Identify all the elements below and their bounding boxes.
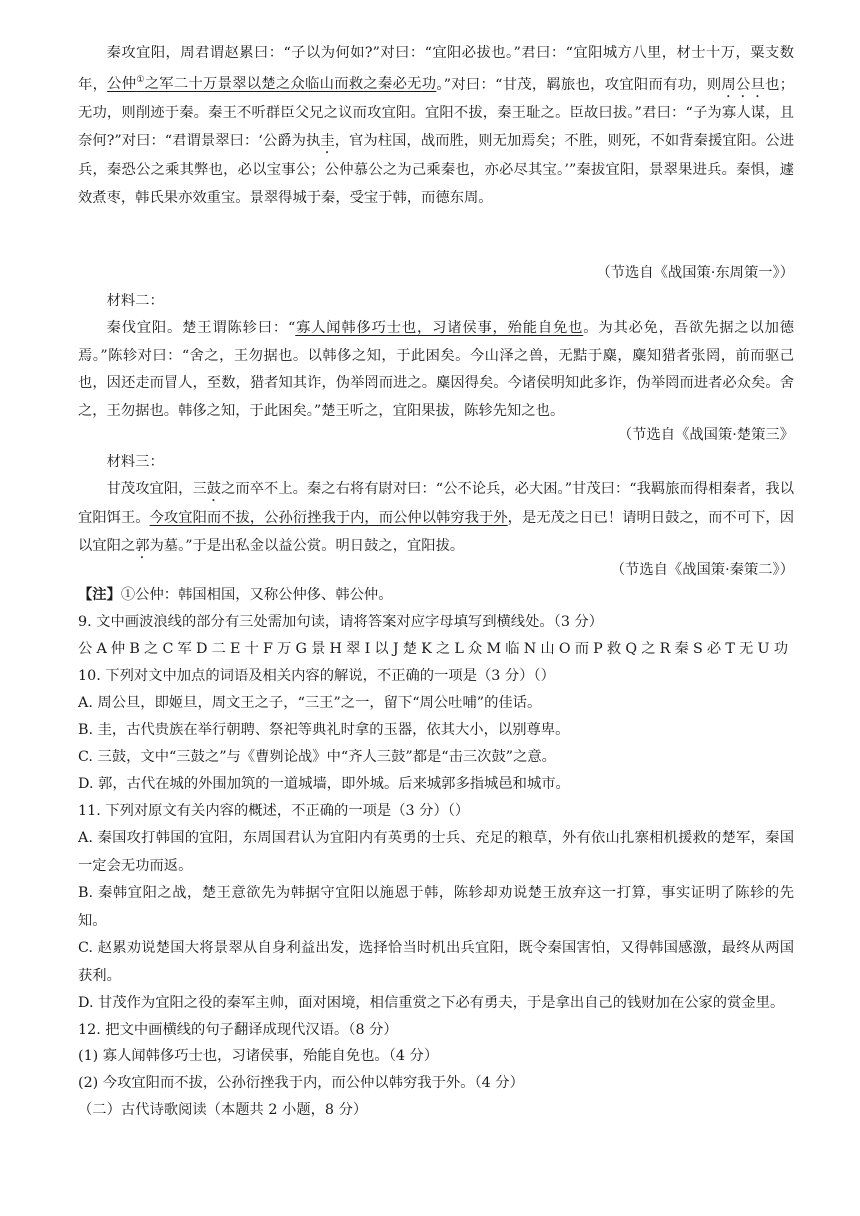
material-1-text: 秦攻宜阳，周君谓赵累曰：“子以为何如?”对曰：“宜阳必拔也。”君曰：“宜阳城方八里，材士十万，粟支数年，公仲①之军二十万景翠以楚之众临山而救之秦必无功。”对曰：“甘茂，羁旅也，攻宜阳而有功，则周公旦也；无功，则削迹于秦。秦王不听群臣父兄之议而攻宜阳。宜阳不拔，秦王耻之。臣故曰拔。”君曰：“子为寡人谋，且奈何?”对曰：“君谓景翠曰：‘公爵为执圭，官为柱国，战而胜，则无加焉矣；不胜，则死，不如背秦援宜阳。公进兵，秦恐公之乘其弊也，必以宝事公；公仲慕公之为己乘秦也，亦必尽其宝。’”秦拔宜阳，景翠果进兵。秦惧，遽效煮枣，韩氏果亦效重宝。景翠得城于秦，受宝于韩，而德东周。: [78, 45, 795, 206]
question-10-option-b: B. 圭，古代贵族在举行朝聘、祭祀等典礼时拿的玉器，依其大小，以别尊卑。: [78, 722, 570, 738]
underlined-sentence-1: 寡人闻韩侈巧士也，习诸侯事，殆能自免也: [295, 320, 584, 336]
dotted-term-guo: 郭: [135, 537, 150, 554]
material-3-text: 甘茂攻宜阳，三鼓之而卒不上。秦之右将有尉对曰：“公不论兵，必大困。”甘茂曰：“我羁旅而得相秦者，我以宜阳饵王。今攻宜阳而不拔，公孙衍挫我于内，而公仲以韩穷我于外，是无茂之日已！请明日鼓之，而不可下，因以宜阳之郭为墓。”于是出私金以益公赏。明日鼓之，宜阳拔。: [78, 481, 795, 554]
source-2: （节选自《战国策·楚策三》: [617, 427, 794, 443]
source-3: （节选自《战国策·秦策二》）: [610, 562, 794, 578]
question-10-stem: 10. 下列对文中加点的词语及相关内容的解说，不正确的一项是（3 分）（）: [78, 668, 555, 684]
question-11-stem: 11. 下列对原文有关内容的概述，不正确的一项是（3 分）（）: [78, 803, 470, 819]
question-10-option-d: D. 郭，古代在城的外围加筑的一道城墙，即外城。后来城郭多指城邑和城市。: [78, 776, 570, 792]
question-12-item-1: (1) 寡人闻韩侈巧士也，习诸侯事，殆能自免也。（4 分）: [78, 1048, 439, 1064]
material-2-text: 秦伐宜阳。楚王谓陈轸曰：“寡人闻韩侈巧士也，习诸侯事，殆能自免也。为其必免，吾欲先据之以加德焉。”陈轸对曰：“舍之，王勿据也。以韩侈之知，于此困矣。今山泽之兽，无黠于麋，麋知猎者张罔，前而驱己也，因还走而冒人，至数，猎者知其诈，伪举罔而进之。麋因得矣。今诸侯明知此多诈，伪举罔而进者必众矣。舍之，王勿据也。韩侈之知，于此困矣。”楚王听之，宜阳果拔，陈轸先知之也。: [78, 320, 795, 419]
question-9-letters: 公 A 仲 B 之 C 军 D 二 E 十 F 万 G 景 H 翠 I 以 J 楚 K 之 L 众 M 临 N 山 O 而 P 救 Q 之 R 秦 S 必 T 无 U 功: [78, 641, 788, 657]
footnote: 【注】①公仲：韩国相国，又称公仲侈、韩公仲。: [78, 587, 393, 603]
footnote-marker: ①: [136, 75, 145, 86]
question-9-stem: 9. 文中画波浪线的部分有三处需加句读，请将答案对应字母填写到横线处。（3 分）: [78, 614, 604, 630]
question-11-option-b: B. 秦韩宜阳之战，楚王意欲先为韩据守宜阳以施恩于韩，陈轸却劝说楚王放弃这一打算，事实证明了陈轸的先知。: [78, 885, 794, 929]
source-1: （节选自《战国策·东周策一》）: [596, 265, 794, 281]
dotted-term-gui: 圭: [320, 132, 335, 149]
question-12-item-2: (2) 今攻宜阳而不拔，公孙衍挫我于内，而公仲以韩穷我于外。（4 分）: [78, 1075, 524, 1091]
dotted-term-zhougongdan: 周公旦: [721, 76, 766, 93]
section-2-heading: （二）古代诗歌阅读（本题共 2 小题，8 分）: [78, 1102, 368, 1118]
question-11-option-c: C. 赵累劝说楚国大将景翠从自身利益出发，选择恰当时机出兵宜阳，既令秦国害怕，又得韩国感激，最终从两国获利。: [78, 940, 794, 984]
material-2-label: 材料二：: [106, 293, 164, 309]
question-11-option-a: A. 秦国攻打韩国的宜阳，东周国君认为宜阳内有英勇的士兵、充足的粮草，外有依山扎寨相机援救的楚军，秦国一定会无功而返。: [78, 830, 794, 874]
question-11-option-d: D. 甘茂作为宜阳之役的秦军主帅，面对困境，相信重赏之下必有勇夫，于是拿出自己的钱财加在公家的赏金里。: [78, 995, 785, 1011]
wavy-segment: 公仲①之军二十万景翠以楚之众临山而救之秦必无功: [107, 75, 437, 93]
question-12-stem: 12. 把文中画横线的句子翻译成现代汉语。（8 分）: [78, 1022, 398, 1038]
dotted-term-gu: 鼓: [206, 481, 222, 497]
question-10-option-c: C. 三鼓，文中“三鼓之”与《曹刿论战》中“齐人三鼓”都是“击三次鼓”之意。: [78, 749, 556, 765]
material-3-label: 材料三：: [106, 454, 164, 470]
underlined-sentence-2: 今攻宜阳而不拔，公孙衍挫我于内，而公仲以韩穷我于外: [149, 510, 508, 526]
question-10-option-a: A. 周公旦，即姬旦，周文王之子，“三王”之一，留下“周公吐哺”的佳话。: [78, 695, 542, 711]
